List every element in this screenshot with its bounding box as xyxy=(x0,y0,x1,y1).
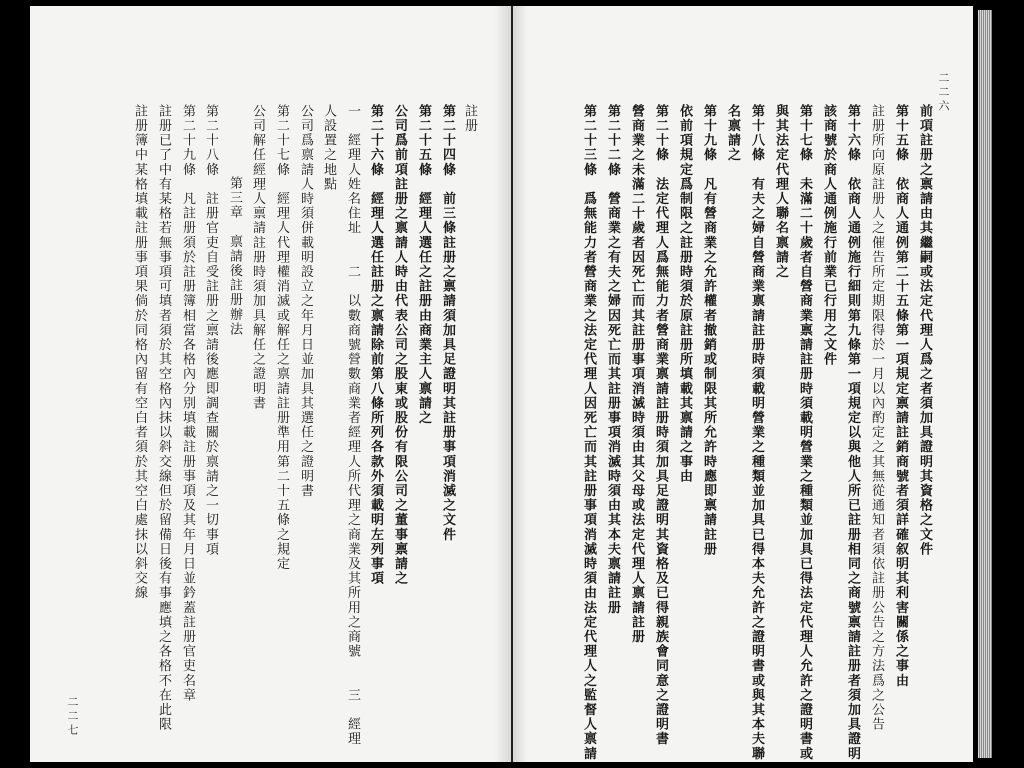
text-line: 第二十七條 經理人代理權消滅或解任之禀請註册準用第二十五條之規定 xyxy=(274,104,289,572)
text-line: 該商號於商人通例施行前業已行用之文件 xyxy=(821,104,836,367)
text-line: 第二十五條 經理人選任之註册由商業主人禀請之 xyxy=(416,104,431,426)
text-line: 第二十條 法定代理人爲無能力者營商業禀請註册時須加具足證明其資格及已得親族會同意之證明書 xyxy=(653,104,668,747)
text-line: 人設置之地點 xyxy=(321,104,336,192)
page-number-right: 二二六 xyxy=(937,72,950,114)
text-line: 第二十四條 前三條註册之禀請須加具足證明其註册事項消滅之文件 xyxy=(440,104,455,542)
text-line: 第二十九條 凡註册須於註册簿相當各格內分別填載註册事項及其年月日並鈐蓋註册官吏名章 xyxy=(180,104,195,703)
text-line: 註册所向原註册人之催告所定期限得於一月以內酌定之其無從通知者須依註册公告之方法爲之公告 xyxy=(869,104,884,732)
text-line: 與其法定代理人聯名禀請之 xyxy=(773,104,788,280)
spine-shadow-right xyxy=(513,6,527,762)
text-line: 第十九條 凡有營商業之允許權者撤銷或制限其所允許時應即禀請註册 xyxy=(701,104,716,557)
text-line: 第十六條 依商人通例施行細則第九條第一項規定以與他人所已註册相同之商號禀請註册者須加具證明 xyxy=(845,104,860,761)
text-line: 營商業之未滿二十歲者因死亡而其註册事項消滅時須由其父母或法定代理人禀請註册 xyxy=(629,104,644,645)
left-page xyxy=(30,6,512,762)
text-line: 第二十六條 經理人選任註册之禀請除前第八條所列各款外須載明左列事項 xyxy=(368,104,383,586)
text-line: 第十五條 依商人通例第二十五條第一項規定禀請註銷商號者須詳確叙明其利害關係之事由 xyxy=(893,104,908,688)
text-line: 第十七條 未滿二十歲者自營商業禀請註册時須載明營業之種類並加具已得法定代理人允許之證明書或 xyxy=(797,104,812,761)
text-line: 公司解任經理人禀請註册時須加具解任之證明書 xyxy=(250,104,265,411)
right-page xyxy=(513,6,973,762)
text-line: 前項註册之禀請由其繼嗣或法定代理人爲之者須加具證明其資格之文件 xyxy=(917,104,932,557)
spine-shadow-left xyxy=(494,6,512,762)
text-line: 第十八條 有夫之婦自營商業禀請註册時須載明營業之種類並加具已得本夫允許之證明書或與其本夫聯 xyxy=(749,104,764,761)
text-line: 公司爲前項註册之禀請人時由代表公司之股東或股份有限公司之董事禀請之 xyxy=(392,104,407,586)
text-line: 公司爲禀請人時須併載明設立之年月日並加具其選任之證明書 xyxy=(298,104,313,499)
text-line: 註册已了中有某格若無事項可填者須於其空格內抹以斜交線但於留備日後有事應填之各格不在此限 xyxy=(156,104,171,732)
chapter-heading: 第三章 禀請後註册辦法 xyxy=(227,176,242,337)
text-line: 名禀請之 xyxy=(725,104,740,163)
text-line: 第二十八條 註册官吏自受註册之禀請後應即調查關於禀請之一切事項 xyxy=(203,104,218,557)
text-line: 依前項規定爲制限之註册時須於原註册所填載其禀請之事由 xyxy=(677,104,692,484)
text-line: 第二十三條 爲無能力者營商業之法定代理人因死亡而其註册事項消滅時須由法定代理人之監督人禀請 xyxy=(581,104,596,761)
text-line: 第二十二條 營商業之有夫之婦因死亡而其註册事項消滅時須由其本夫禀請註册 xyxy=(605,104,620,615)
fore-edge xyxy=(978,10,992,758)
text-line: 一 經理人姓名住址 二 以數商號營數商業者經理人所代理之商業及其所用之商號 三 經理 xyxy=(345,104,360,747)
text-line: 註册簿中某格填載註册事項果倘於同格內留有空白者須於其空白處抹以斜交線 xyxy=(132,104,147,601)
text-line: 註册 xyxy=(462,104,477,134)
page-number-left: 二二七 xyxy=(66,696,79,738)
